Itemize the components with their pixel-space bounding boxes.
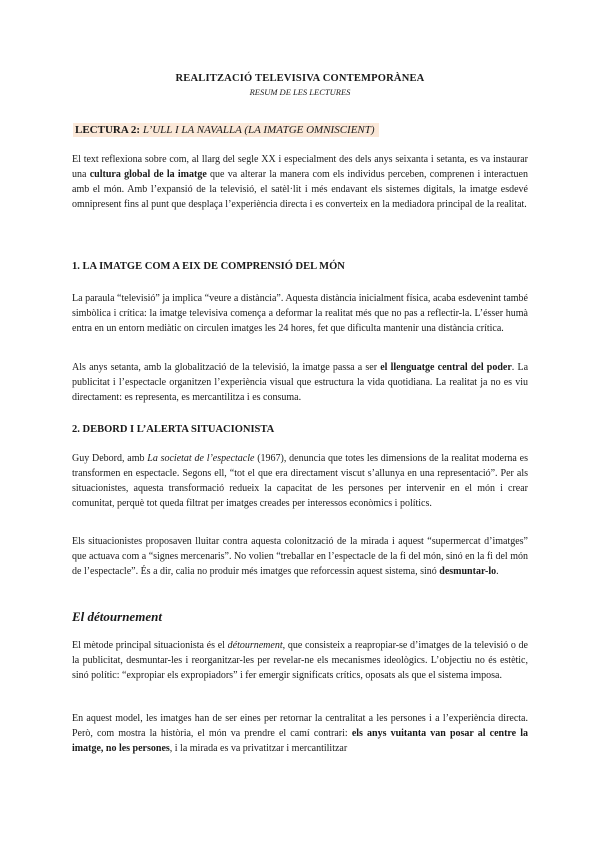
section-1-paragraph-1: La paraula “televisió” ja implica “veure a distància”. Aquesta distància inicialment física, acaba esdevenint també simbòlica i crítica: la imatge televisiva comença a deformar la realitat més que no pas a reflectir-la. L’ésser humà entra en un entorn mediàtic on circulen imatges les 24 hores, fet que dificulta mantenir una distància crítica. — [72, 293, 528, 334]
section-3-paragraph-2: En aquest model, les imatges han de ser eines per retornar la centralitat a les persones i a l’experiència directa. Però, com mostra la història, el món va prendre el camí contrari: els anys vuitanta van posar al centre la imatge, no les persones, i la mirada es va privatitzar i mercantilitzar — [72, 713, 529, 754]
lecture-name: L’ULL I LA NAVALLA (LA IMATGE OMNISCIENT) — [140, 124, 375, 136]
section-2-heading: 2. DEBORD I L’ALERTA SITUACIONISTA — [72, 424, 275, 435]
section-1-heading: 1. LA IMATGE COM A EIX DE COMPRENSIÓ DEL MÓN — [72, 261, 345, 272]
section-2-paragraph-2: Els situacionistes proposaven lluitar contra aquesta colonització de la mirada i aquest “supermercat d’imatges” que actuava com a “signes mercenaris”. No volien “treballar en l’espectacle de la fi del món, sinó en la fi del món de l’espectacle”. És a dir, calia no produir més imatges que reforcessin aquest sistema, sinó desmuntar-lo. — [72, 536, 528, 577]
lecture-label: LECTURA 2: — [75, 124, 141, 136]
bold-phrase: desmuntar-lo — [439, 566, 497, 577]
intro-paragraph: El text reflexiona sobre com, al llarg del segle XX i especialment des dels anys seixanta i setanta, es va instaurar una cultura global de la imatge que va alterar la manera com els individus perceben, comprenen i interactuen amb el món. Amb l’expansió de la televisió, el satèl·lit i més endavant els sistemes digitals, la imatge esdevé omnipresent fins al punt que desplaça l’experiència directa i es converteix en la mediadora principal de la realitat. — [72, 154, 528, 210]
section-1-paragraph-2: Als anys setanta, amb la globalització de la televisió, la imatge passa a ser el llenguatge central del poder. La publicitat i l’espectacle organitzen l’experiència visual que estructura la vida quotidiana. La realitat ja no es viu directament: es representa, es mercantilitza i es consuma. — [72, 362, 529, 403]
bold-phrase: cultura global de la imatge — [89, 169, 207, 180]
section-3-paragraph-1: El mètode principal situacionista és el détournement, que consisteix a reapropiar-se d’imatges de la televisió o de la publicitat, desmuntar-les i reorganitzar-les per revelar-ne els mecanismes ideològics. L’objectiu no és estètic, sinó polític: “expropiar els expropiadors” i fer emergir significats crítics, oposats als que el sistema imposa. — [72, 640, 528, 681]
book-title: La societat de l’espectacle — [147, 453, 255, 464]
italic-term: détournement — [227, 640, 283, 651]
document-title: REALITZACIÓ TELEVISIVA CONTEMPORÀNEA — [175, 73, 425, 84]
section-3-heading: El détournement — [72, 609, 162, 624]
bold-phrase: el llenguatge central del poder — [380, 362, 512, 373]
lecture-heading — [73, 123, 379, 137]
bold-phrase: els anys vuitanta van posar al centre la imatge, no les persones — [72, 728, 529, 754]
section-2-paragraph-1: Guy Debord, amb La societat de l’espectacle (1967), denuncia que totes les dimensions de la realitat moderna es transformen en espectacle. Segons ell, “tot el que era directament viscut s’allunya en una representació”. Per als situacionistes, aquesta transformació redueix la capacitat de les persones per intervenir en el món i crear comunitat, perquè tot queda filtrat per imatges creades per interessos econòmics i polítics. — [72, 453, 528, 509]
document-subtitle: RESUM DE LES LECTURES — [249, 87, 351, 97]
